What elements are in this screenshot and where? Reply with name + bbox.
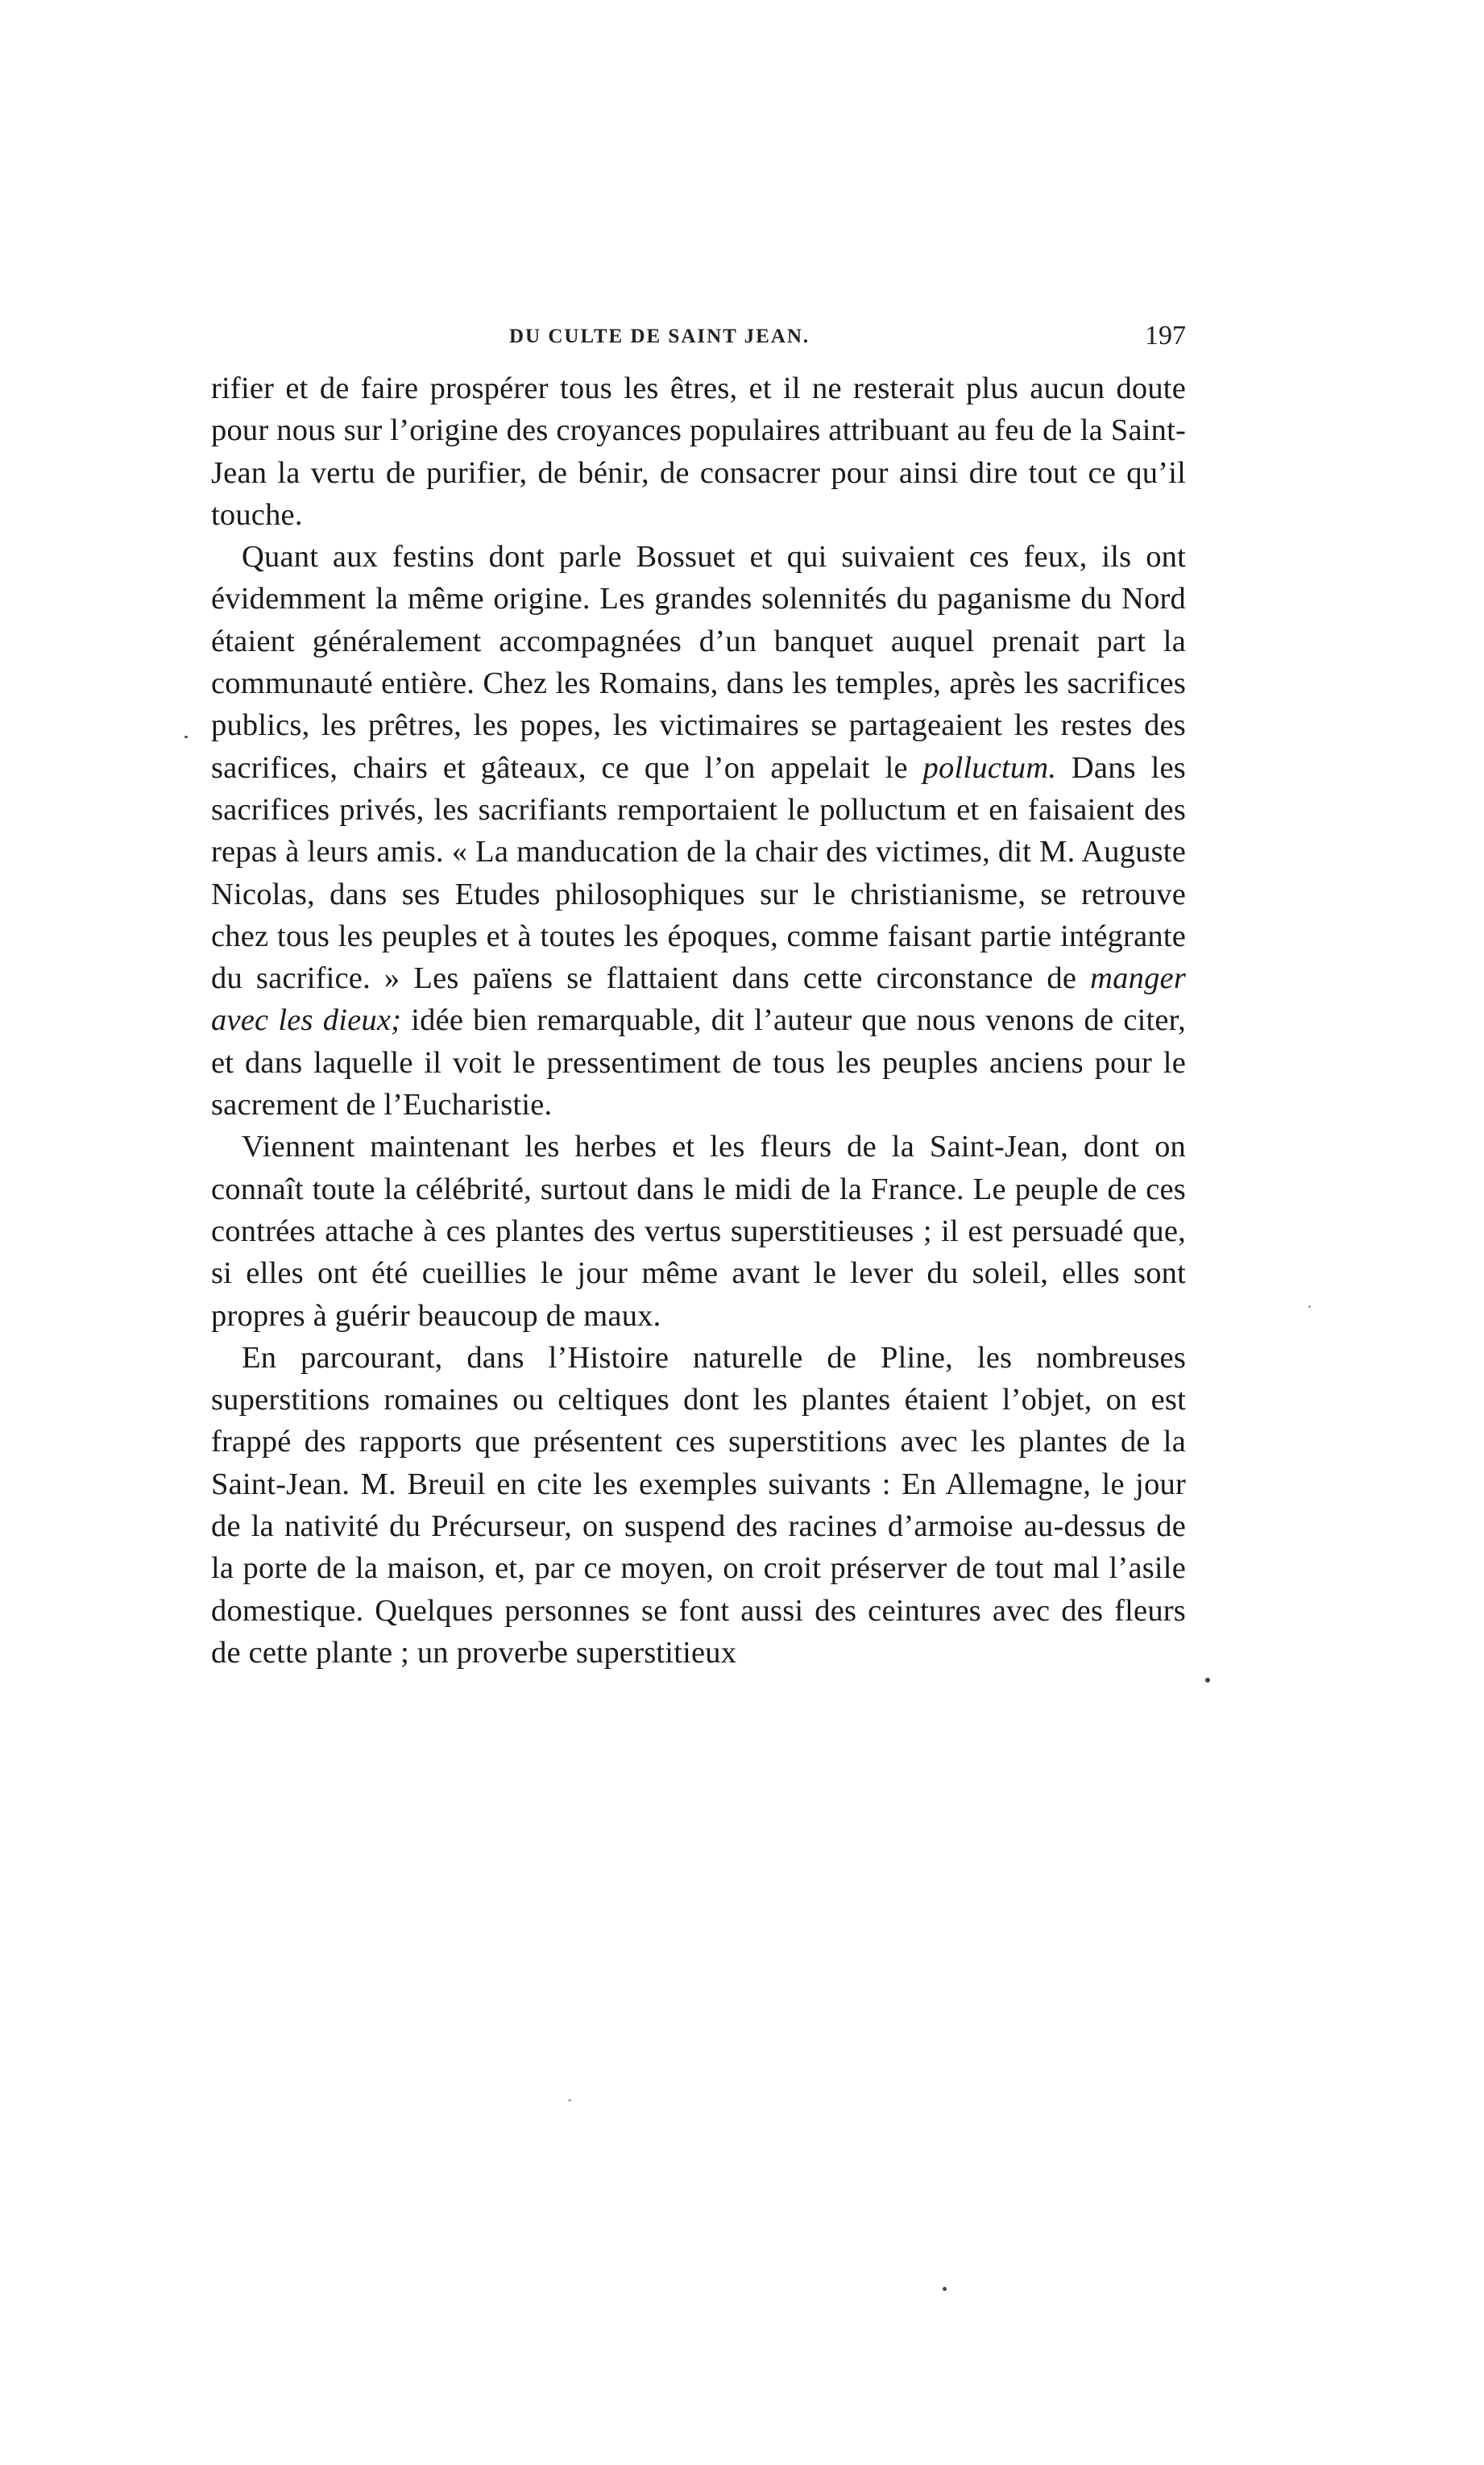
scan-speck xyxy=(1205,1678,1210,1683)
scan-speck xyxy=(568,2099,571,2102)
paragraph xyxy=(211,1337,1186,1674)
paragraph xyxy=(211,536,1186,1126)
paragraph xyxy=(211,1126,1186,1336)
paragraph-text: Quant aux festins dont parle Bossuet et qui suivaient ces feux, ils ont évidemment la même origine. Les grandes solennités du paganisme du Nord étaient généralement accompagnées d’un banquet auquel prenait part la communauté entière. Chez les Romains, dans les temples, après les sacrifices publics, les prêtres, les popes, les victimaires se partageaient les restes des sacrifices, chairs et gâteaux, ce que l’on appelait le xyxy=(211,540,1186,785)
paragraph-text: idée bien remarquable, dit l’auteur que nous venons de citer, et dans laquelle il voit le pressentiment de tous les peuples anciens pour le sacrement de l’Eucharistie. xyxy=(211,1003,1186,1123)
paragraph-text: Viennent maintenant les herbes et les fleurs de la Saint-Jean, dont on connaît toute la célébrité, surtout dans le midi de la France. Le peuple de ces contrées attache à ces plantes des vertus superstitieuses ; il est persuadé que, si elles ont été cueillies le jour même avant le lever du soleil, elles sont propres à guérir beaucoup de maux. xyxy=(211,1130,1186,1333)
italic-phrase: manger avec les dieux; xyxy=(211,961,1186,1038)
scan-speck xyxy=(184,736,188,738)
paragraph-text: En parcourant, dans l’Histoire naturelle de Pline, les nombreuses superstitions romaines ou celtiques dont les plantes étaient l’objet, on est frappé des rapports que présentent ces superstitions avec les plantes de la Saint-Jean. M. Breuil en cite les exemples suivants : En Allemagne, le jour de la nativité du Précurseur, on suspend des racines d’armoise au-dessus de la porte de la maison, et, par ce moyen, on croit préserver de tout mal l’asile domestique. Quelques personnes se font aussi des ceintures avec des fleurs de cette plante ; un proverbe superstitieux xyxy=(211,1340,1186,1670)
paragraph-text: Dans les sacrifices privés, les sacrifiants remportaient le polluctum et en faisaient des repas à leurs amis. « La manducation de la chair des victimes, dit M. Auguste Nicolas, dans ses Etudes philosophiques sur le christianisme, se retrouve chez tous les peuples et à toutes les époques, comme faisant partie intégrante du sacrifice. » Les païens se flattaient dans cette circonstance de xyxy=(211,750,1186,996)
paragraph-text: rifier et de faire prospérer tous les êtres, et il ne resterait plus aucun doute pour nous sur l’origine des croyances populaires attribuant au feu de la Saint-Jean la vertu de purifier, de bénir, de consacrer pour ainsi dire tout ce qu’il touche. xyxy=(211,371,1186,532)
running-head xyxy=(211,321,1186,361)
paragraph xyxy=(211,367,1186,536)
body-text xyxy=(211,367,1186,1674)
scan-speck xyxy=(1308,1305,1311,1308)
page-number: 197 xyxy=(1145,321,1186,351)
running-title: DU CULTE DE SAINT JEAN. xyxy=(509,326,810,347)
italic-term: polluctum. xyxy=(922,750,1057,785)
scan-speck xyxy=(943,2287,947,2291)
